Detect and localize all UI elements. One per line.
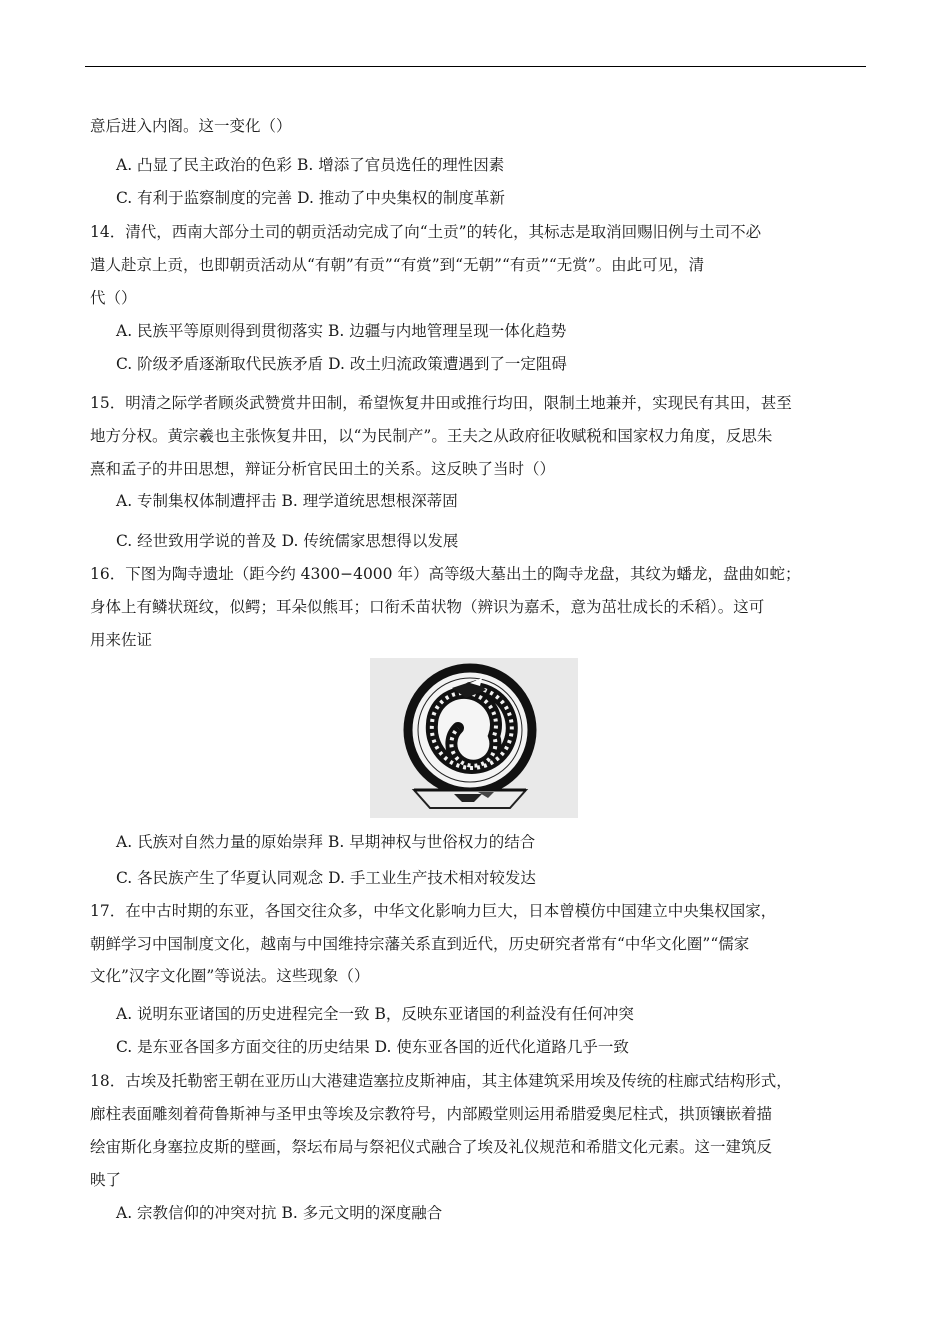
q16-stem-line1: 16．下图为陶寺遗址（距今约 4300−4000 年）高等级大墓出土的陶寺龙盘，其纹为蟠龙，盘曲如蛇； xyxy=(90,565,801,583)
q18-options-ab: A. 宗教信仰的冲突对抗 B. 多元文明的深度融合 xyxy=(116,1204,443,1222)
q17-stem-line1: 17．在中古时期的东亚，各国交往众多，中华文化影响力巨大，日本曾模仿中国建立中央集权国家， xyxy=(90,902,777,920)
q16-stem-line3: 用来佐证 xyxy=(90,631,153,649)
q15-stem-line3: 熹和孟子的井田思想，辩证分析官民田土的关系。这反映了当时（） xyxy=(90,460,556,478)
q13-stem-continuation: 意后进入内阁。这一变化（） xyxy=(90,117,292,135)
q15-stem-line1: 15．明清之际学者顾炎武赞赏井田制，希望恢复井田或推行均田，限制土地兼并，实现民有其田，甚至 xyxy=(90,394,792,412)
q16-options-ab: A. 氏族对自然力量的原始崇拜 B. 早期神权与世俗权力的结合 xyxy=(116,833,536,851)
header-rule xyxy=(85,66,866,67)
q17-options-ab: A. 说明东亚诸国的历史进程完全一致 B，反映东亚诸国的利益没有任何冲突 xyxy=(116,1005,634,1023)
q14-stem-line1: 14．清代，西南大部分土司的朝贡活动完成了向“土贡”的转化，其标志是取消回赐旧例与土司不必 xyxy=(90,223,762,241)
q17-options-cd: C. 是东亚各国多方面交往的历史结果 D. 使东亚各国的近代化道路几乎一致 xyxy=(116,1038,629,1056)
q13-options-ab: A. 凸显了民主政治的色彩 B. 增添了官员选任的理性因素 xyxy=(116,156,505,174)
q18-stem-line3: 绘宙斯化身塞拉皮斯的壁画，祭坛布局与祭祀仪式融合了埃及礼仪规范和希腊文化元素。这一建筑反 xyxy=(90,1138,773,1156)
taosi-dragon-plate-image xyxy=(370,658,578,818)
q14-stem-line2: 遣人赴京上贡，也即朝贡活动从“有朝”有贡”“有赏”到“无朝”“有贡”“无赏”。由此可见，清 xyxy=(90,256,705,274)
q15-stem-line2: 地方分权。黄宗羲也主张恢复井田，以“为民制产”。王夫之从政府征收赋税和国家权力角度，反思朱 xyxy=(90,427,773,445)
q14-options-cd: C. 阶级矛盾逐渐取代民族矛盾 D. 改土归流政策遭遇到了一定阻碍 xyxy=(116,355,567,373)
dragon-plate-illustration xyxy=(370,658,578,818)
q18-stem-line1: 18．古埃及托勒密王朝在亚历山大港建造塞拉皮斯神庙，其主体建筑采用埃及传统的柱廊式结构形式， xyxy=(90,1072,792,1090)
q15-options-cd: C. 经世致用学说的普及 D. 传统儒家思想得以发展 xyxy=(116,532,459,550)
q17-stem-line3: 文化”汉字文化圈”等说法。这些现象（） xyxy=(90,967,370,985)
q15-options-ab: A. 专制集权体制遭抨击 B. 理学道统思想根深蒂固 xyxy=(116,492,458,510)
q18-stem-line2: 廊柱表面雕刻着荷鲁斯神与圣甲虫等埃及宗教符号，内部殿堂则运用希腊爱奥尼柱式，拱顶镶嵌着描 xyxy=(90,1105,773,1123)
q18-stem-line4: 映了 xyxy=(90,1171,122,1189)
q13-options-cd: C. 有利于监察制度的完善 D. 推动了中央集权的制度革新 xyxy=(116,189,505,207)
q16-stem-line2: 身体上有鳞状斑纹，似鳄；耳朵似熊耳；口衔禾苗状物（辨识为嘉禾，意为茁壮成长的禾稻）。这可 xyxy=(90,598,765,616)
q14-stem-line3: 代（） xyxy=(90,289,137,307)
q17-stem-line2: 朝鲜学习中国制度文化，越南与中国维持宗藩关系直到近代，历史研究者常有“中华文化圈”“儒家 xyxy=(90,935,750,953)
q14-options-ab: A. 民族平等原则得到贯彻落实 B. 边疆与内地管理呈现一体化趋势 xyxy=(116,322,567,340)
q16-options-cd: C. 各民族产生了华夏认同观念 D. 手工业生产技术相对较发达 xyxy=(116,869,536,887)
